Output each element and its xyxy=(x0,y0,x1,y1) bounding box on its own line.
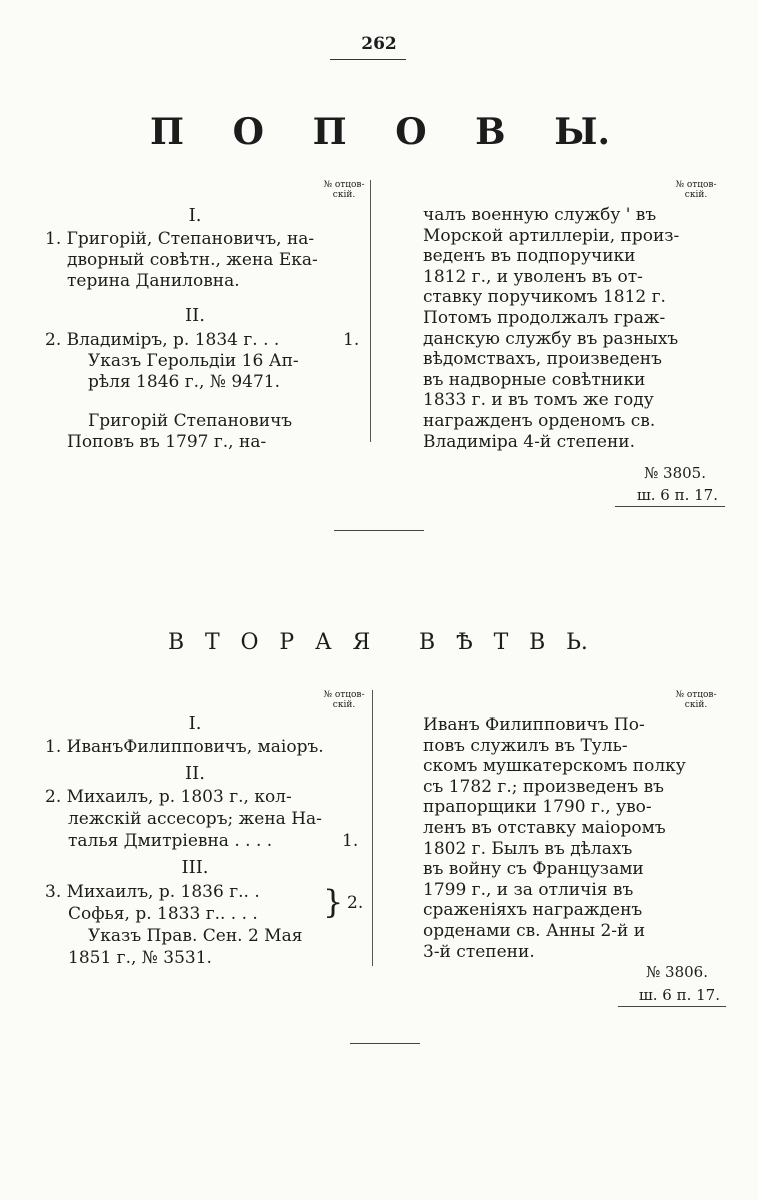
record-ref-1-rule xyxy=(615,506,725,507)
bio-left-line-2: Поповъ въ 1797 г., на- xyxy=(67,432,267,452)
s2-entry-2-line-2: лежскій ассесоръ; жена На- xyxy=(68,809,322,829)
bio-line: веденъ въ подпоручики xyxy=(423,246,636,267)
bio-line: въ войну съ Французами xyxy=(423,859,644,880)
second-branch-title-letter: Т xyxy=(493,630,509,655)
s2-entry-3-line-3: Указъ Прав. Сен. 2 Мая xyxy=(88,926,303,946)
bio-line: ленъ въ отставку маіоромъ xyxy=(423,818,666,838)
record-ref-1: ш. 6 п. 17. xyxy=(636,486,718,504)
family-title-letter: Ы. xyxy=(554,111,610,153)
column-marker-right-2: № отцов- скій. xyxy=(675,690,717,710)
section-separator-2 xyxy=(350,1043,420,1044)
bio-line: скомъ мушкатерскомъ полку xyxy=(423,756,686,777)
family-title-letter: П xyxy=(150,111,184,153)
s2-entry-3-parent-ref: 2. xyxy=(347,893,364,913)
record-number-2: № 3806. xyxy=(646,963,708,981)
s2-entry-3-line-2: Софья, р. 1833 г.. . . . xyxy=(68,904,258,924)
bio-line: данскую службу въ разныхъ xyxy=(423,328,679,349)
family-title-letter: О xyxy=(395,111,427,153)
entry-1-line-2: дворный совѣтн., жена Ека- xyxy=(67,250,318,270)
generation-2-numeral: II. xyxy=(185,305,205,326)
column-marker-right: № отцов- скій. xyxy=(675,180,717,200)
bio-line: 3-й степени. xyxy=(423,941,535,962)
bio-line: вѣдомствахъ, произведенъ xyxy=(423,349,662,370)
brace-icon: } xyxy=(323,883,344,921)
generation-1-numeral: I. xyxy=(188,205,202,226)
second-branch-title-letter: В xyxy=(168,630,185,655)
family-title-letter: О xyxy=(232,111,264,153)
bio-line: ставку поручикомъ 1812 г. xyxy=(423,287,666,308)
bio-line: 1833 г. и въ томъ же году xyxy=(423,390,654,411)
s2-generation-2-numeral: II. xyxy=(185,763,205,784)
s2-entry-1: 1. ИванъФилипповичъ, маіоръ. xyxy=(45,737,324,757)
s2-entry-2-line-3: талья Дмитріевна . . . . xyxy=(68,831,273,851)
family-title-letter: П xyxy=(312,111,347,153)
second-branch-title-letter: Р xyxy=(279,630,295,655)
bio-line: Морской артиллеріи, произ- xyxy=(423,225,680,246)
s2-generation-3-numeral: III. xyxy=(181,857,209,878)
bio-line: орденами св. Анны 2-й и xyxy=(423,921,646,941)
bio-line: съ 1782 г.; произведенъ въ xyxy=(423,776,664,797)
family-title xyxy=(150,112,610,152)
column-divider xyxy=(370,180,371,442)
column-marker-left-2: № отцов- скій. xyxy=(323,690,365,710)
entry-1-line-1: 1. Григорій, Степановичъ, на- xyxy=(45,229,315,249)
bio-line: чалъ военную службу ' въ xyxy=(423,205,657,225)
bio-line: въ надворные совѣтники xyxy=(423,369,646,390)
second-branch-title-letter: А xyxy=(315,630,332,655)
s2-entry-2-parent-ref: 1. xyxy=(342,831,359,851)
record-ref-2-rule xyxy=(618,1006,726,1007)
entry-2-line-1: 2. Владиміръ, р. 1834 г. . . xyxy=(45,330,280,350)
record-number-1: № 3805. xyxy=(644,464,706,482)
second-branch-title-letter xyxy=(391,630,398,656)
bio-line: Иванъ Филипповичъ По- xyxy=(423,715,645,735)
page-number: 262 xyxy=(361,34,397,54)
column-divider-2 xyxy=(372,690,373,966)
entry-2-line-3: рѣля 1846 г., № 9471. xyxy=(88,372,281,392)
column-marker-left: № отцов- скій. xyxy=(323,180,365,200)
second-branch-title xyxy=(168,630,588,656)
s2-generation-1-numeral: I. xyxy=(188,713,202,734)
s2-entry-3-line-1: 3. Михаилъ, р. 1836 г.. . xyxy=(45,882,260,902)
family-title-letter: В xyxy=(475,111,506,153)
bio-line: прапорщики 1790 г., уво- xyxy=(423,797,652,818)
bio-line: награжденъ орденомъ св. xyxy=(423,411,656,431)
page-number-rule xyxy=(330,59,406,60)
entry-1-line-3: терина Даниловна. xyxy=(67,271,240,291)
s2-entry-2-line-1: 2. Михаилъ, р. 1803 г., кол- xyxy=(45,787,292,807)
bio-line: Потомъ продолжалъ граж- xyxy=(423,308,666,328)
entry-2-parent-ref: 1. xyxy=(343,330,360,350)
section-separator-1 xyxy=(334,530,424,531)
entry-2-line-2: Указъ Герольдіи 16 Ап- xyxy=(88,351,299,371)
second-branch-title-letter: Я xyxy=(352,630,371,655)
second-branch-title-letter: О xyxy=(240,630,259,655)
bio-line: 1802 г. Былъ въ дѣлахъ xyxy=(423,838,633,859)
bio-line: сраженіяхъ награжденъ xyxy=(423,900,643,921)
bio-left-line-1: Григорій Степановичъ xyxy=(88,411,293,431)
second-branch-title-letter: В xyxy=(529,630,546,655)
second-branch-title-letter: Ь. xyxy=(566,630,588,655)
bio-line: 1799 г., и за отличія въ xyxy=(423,879,634,900)
bio-line: 1812 г., и уволенъ въ от- xyxy=(423,266,643,287)
second-branch-title-letter: Ѣ xyxy=(455,630,473,655)
second-branch-title-letter: Т xyxy=(205,630,220,655)
s2-entry-3-line-4: 1851 г., № 3531. xyxy=(68,948,212,968)
second-branch-title-letter: В xyxy=(418,630,436,655)
bio-line: повъ служилъ въ Туль- xyxy=(423,735,628,756)
record-ref-2: ш. 6 п. 17. xyxy=(638,986,720,1004)
bio-line: Владиміра 4-й степени. xyxy=(423,431,636,452)
